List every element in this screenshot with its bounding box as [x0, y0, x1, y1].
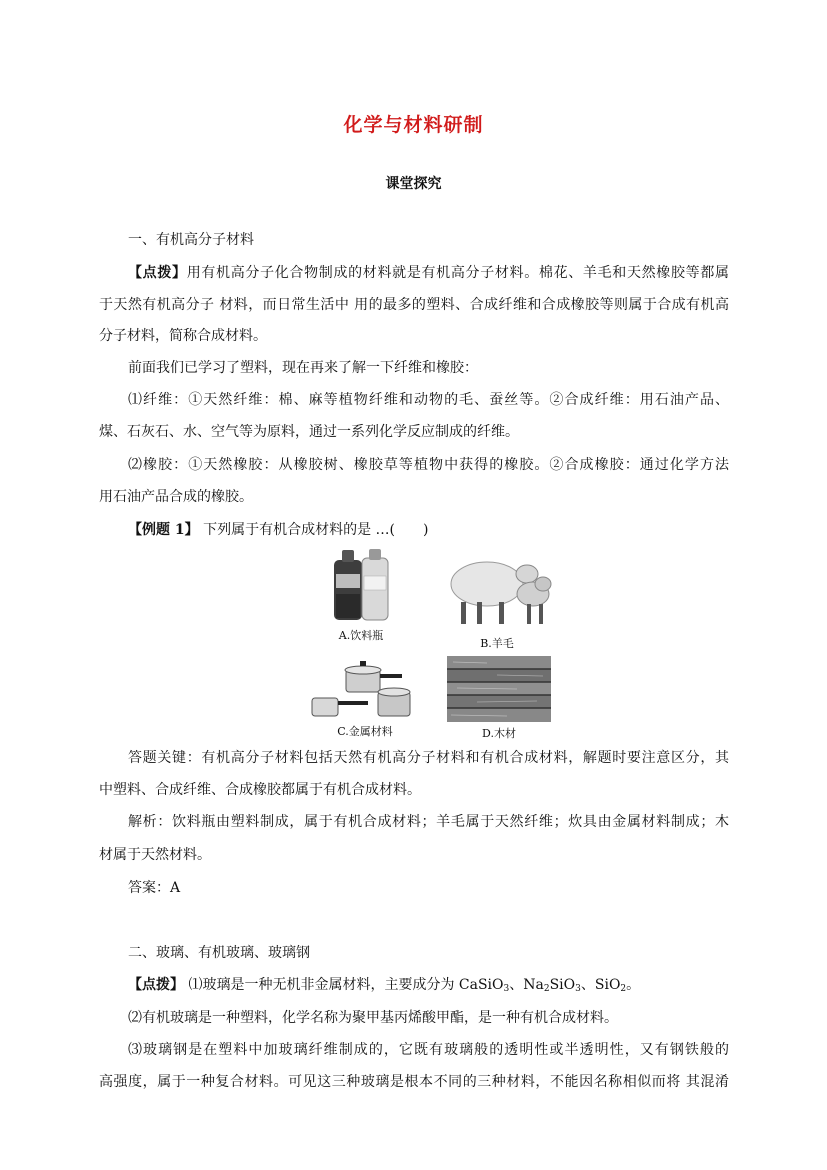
frp-line1: ⑶玻璃钢是在塑料中加玻璃纤维制成的，它既有玻璃般的透明性或半透明性，又有钢铁般的 [128, 1042, 729, 1058]
bottle-image [330, 546, 392, 622]
section2-heading: 二、玻璃、有机玻璃、玻璃钢 [128, 945, 310, 961]
glass-sub-2: 2 [543, 984, 550, 994]
option-b-caption: B.羊毛 [480, 637, 514, 650]
option-a-caption: A.饮料瓶 [338, 629, 384, 642]
example-label: 【例题 1】 [128, 522, 199, 538]
section1-intro: 前面我们已学习了塑料，现在再来了解一下纤维和橡胶： [128, 360, 478, 376]
page-title: 化学与材料研制 [343, 114, 484, 136]
section1-tip-line1 [128, 263, 729, 283]
key-line2: 中塑料、合成纤维、合成橡胶都属于有机合成材料。 [99, 782, 421, 798]
example-line [128, 520, 729, 540]
tip-label: 【点拨】 [128, 265, 187, 281]
section1-tip-line2: 于天然有机高分子 材料，而日常生活中 用的最多的塑料、合成纤维和合成橡胶等则属于合成有机高 [99, 297, 729, 313]
glass-text-end: 。 [626, 977, 641, 993]
section1-tip-line3: 分子材料，简称合成材料。 [99, 328, 267, 344]
page-subtitle: 课堂探究 [385, 176, 442, 192]
tip-text: 用有机高分子化合物制成的材料就是有机高分子材料。棉花、羊毛和天然橡胶等都属 [186, 265, 730, 281]
glass-sub-1: 3 [503, 984, 510, 994]
glass-sub-4: 2 [620, 984, 627, 994]
glass-text-pre: ⑴玻璃是一种无机非金属材料，主要成分为 CaSiO [184, 977, 504, 993]
section1-heading: 一、有机高分子材料 [128, 232, 254, 248]
rubber-line2: 用石油产品合成的橡胶。 [99, 489, 253, 505]
glass-text-mid3: 、SiO [580, 977, 621, 993]
fiber-line1: ⑴纤维：①天然纤维：棉、麻等植物纤维和动物的毛、蚕丝等。②合成纤维：用石油产品、 [128, 392, 729, 408]
glass-text-mid1: 、Na [509, 977, 544, 993]
organic-glass-line: ⑵有机玻璃是一种塑料，化学名称为聚甲基丙烯酸甲酯，是一种有机合成材料。 [128, 1010, 618, 1026]
rubber-line1: ⑵橡胶：①天然橡胶：从橡胶树、橡胶草等植物中获得的橡胶。②合成橡胶：通过化学方法 [128, 457, 729, 473]
wood-image [447, 656, 551, 722]
frp-line2: 高强度，属于一种复合材料。可见这三种玻璃是根本不同的三种材料，不能因名称相似而将 其混淆 [99, 1074, 729, 1090]
answer-line: 答案：A [128, 880, 181, 896]
fiber-line2: 煤、石灰石、水、空气等为原料，通过一系列化学反应制成的纤维。 [99, 424, 519, 440]
glass-text-mid2: SiO [549, 977, 576, 993]
glass-sub-3: 3 [575, 984, 581, 994]
sheep-image [447, 548, 553, 632]
pots-image [308, 658, 413, 720]
example-text: 下列属于有机合成材料的是 …( ) [198, 522, 429, 538]
key-line1: 答题关键：有机高分子材料包括天然有机高分子材料和有机合成材料，解题时要注意区分，其 [128, 750, 729, 766]
option-d-caption: D.木材 [482, 727, 516, 740]
analysis-line2: 材属于天然材料。 [99, 847, 211, 863]
analysis-line1: 解析：饮料瓶由塑料制成，属于有机合成材料；羊毛属于天然纤维；炊具由金属材料制成；木 [128, 814, 729, 830]
option-c-caption: C.金属材料 [337, 725, 393, 738]
glass-line [128, 975, 729, 999]
tip-label-2: 【点拨】 [128, 977, 184, 993]
